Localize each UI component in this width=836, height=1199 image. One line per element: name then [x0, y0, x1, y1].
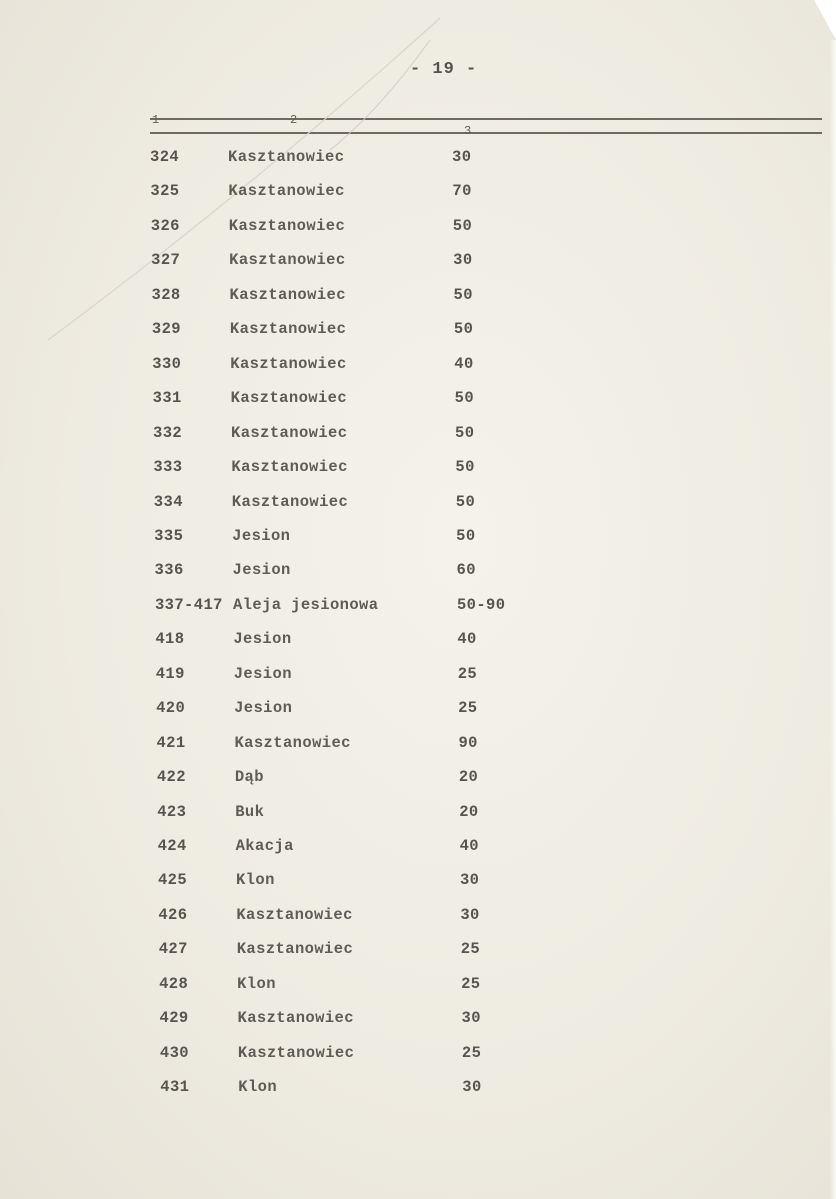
row-value: 30: [460, 905, 480, 924]
row-number: 427: [158, 940, 188, 959]
row-number: 430: [159, 1043, 189, 1062]
row-species: Jesion: [234, 699, 293, 718]
row-species: Kasztanowiec: [231, 423, 348, 442]
row-value: 50: [453, 320, 474, 339]
row-value: 60: [456, 561, 476, 580]
row-value: 30: [459, 871, 480, 890]
row-species: Kasztanowiec: [229, 251, 346, 270]
column-header-2: 2: [290, 113, 298, 127]
row-number: 325: [150, 182, 180, 201]
row-species: Dąb: [234, 768, 264, 787]
row-value: 25: [457, 664, 478, 683]
row-number: 419: [155, 664, 185, 683]
row-value: 50: [455, 423, 475, 442]
row-species: Kasztanowiec: [230, 354, 347, 373]
row-number: 424: [157, 837, 187, 855]
row-value: 50-90: [456, 595, 506, 614]
row-number: 328: [151, 285, 181, 304]
row-species: Klon: [238, 1078, 278, 1097]
row-value: 90: [458, 733, 478, 752]
row-value: 50: [453, 285, 473, 304]
row-species: Kasztanowiec: [228, 216, 346, 235]
row-number: 336: [154, 561, 184, 580]
row-species: Kasztanowiec: [229, 285, 346, 304]
row-number: 421: [156, 733, 186, 752]
row-species: Jesion: [232, 561, 291, 580]
row-value: 25: [458, 699, 478, 718]
row-number: 429: [159, 1009, 189, 1028]
row-number: 418: [155, 630, 185, 649]
row-number: 420: [156, 699, 186, 718]
row-value: 50: [452, 216, 473, 235]
row-species: Kasztanowiec: [228, 182, 345, 201]
row-value: 25: [461, 974, 481, 993]
row-value: 30: [453, 251, 473, 270]
row-species: Buk: [235, 802, 265, 821]
row-number: 423: [157, 802, 187, 821]
row-value: 20: [459, 802, 479, 821]
row-species: Klon: [235, 871, 275, 890]
row-number: 324: [150, 148, 180, 166]
row-number: 327: [151, 251, 181, 270]
row-number: 431: [160, 1078, 190, 1097]
row-value: 40: [459, 837, 479, 855]
row-value: 30: [462, 1078, 482, 1097]
row-value: 40: [454, 354, 474, 373]
row-value: 30: [452, 148, 472, 166]
row-species: Aleja jesionowa: [232, 595, 379, 614]
row-value: 70: [452, 182, 472, 201]
row-species: Akacja: [235, 837, 294, 855]
row-number: 329: [151, 320, 181, 339]
row-number: 326: [150, 216, 180, 235]
row-value: 50: [454, 389, 475, 408]
row-number: 334: [153, 492, 183, 511]
row-species: Kasztanowiec: [229, 320, 347, 339]
page-number: - 19 -: [410, 60, 478, 79]
row-species: Kasztanowiec: [234, 733, 351, 752]
row-species: Jesion: [233, 664, 292, 683]
row-species: Kasztanowiec: [228, 148, 345, 166]
row-number: 331: [152, 389, 182, 408]
row-number: 330: [152, 354, 182, 373]
row-value: 50: [455, 492, 476, 511]
row-species: Kasztanowiec: [231, 492, 349, 511]
row-species: Jesion: [232, 526, 291, 545]
row-value: 20: [458, 768, 479, 787]
row-species: Jesion: [233, 630, 292, 649]
row-species: Kasztanowiec: [236, 940, 354, 959]
row-value: 40: [457, 630, 477, 649]
row-value: 25: [461, 1043, 482, 1062]
row-species: Kasztanowiec: [230, 389, 348, 408]
row-number: 425: [157, 871, 188, 890]
row-species: Klon: [237, 974, 276, 993]
row-value: 50: [456, 526, 476, 545]
row-value: 50: [455, 458, 475, 477]
column-header-1: 1: [152, 113, 160, 127]
row-number: 426: [158, 905, 188, 924]
row-species: Kasztanowiec: [237, 1009, 354, 1028]
row-value: 30: [461, 1009, 481, 1028]
row-number: 333: [153, 458, 183, 477]
row-number: 428: [159, 974, 189, 993]
row-number: 337-417: [154, 595, 223, 614]
row-species: Kasztanowiec: [237, 1043, 355, 1062]
row-number: 422: [156, 768, 186, 787]
row-number: 332: [153, 423, 183, 442]
row-species: Kasztanowiec: [231, 458, 348, 477]
column-header-3: 3: [464, 124, 472, 138]
row-number: 335: [154, 526, 184, 545]
row-species: Kasztanowiec: [236, 905, 353, 924]
row-value: 25: [460, 940, 481, 959]
